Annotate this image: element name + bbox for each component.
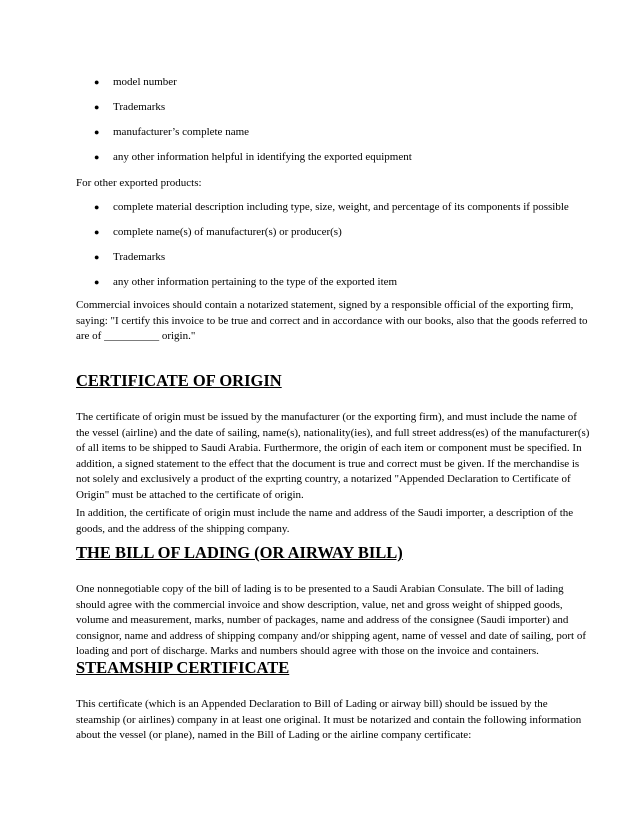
bullet-icon: ● — [94, 102, 100, 112]
certificate-of-origin-addition-paragraph: In addition, the certificate of origin must include the name and address of the Saudi importer, a description of the goods, and the address of the shipping company. — [76, 507, 574, 535]
bullet-icon: ● — [94, 252, 100, 262]
bullet-text: manufacturer’s complete name — [113, 126, 250, 138]
bullet-icon: ● — [94, 127, 100, 137]
bullet-icon: ● — [94, 152, 100, 162]
bullet-text: complete name(s) of manufacturer(s) or producer(s) — [113, 226, 342, 238]
bullet-text: model number — [113, 76, 177, 88]
certificate-of-origin-heading: CERTIFICATE OF ORIGIN — [76, 371, 282, 390]
commercial-invoice-paragraph: Commercial invoices should contain a notarized statement, signed by a responsible official of the exporting firm, saying: "I certify this invoice to be true and correct and in accordance with our books, also that the goods referred to are of __________ origin." — [76, 299, 588, 342]
steamship-certificate-paragraph: This certificate (which is an Appended Declaration to Bill of Lading or airway bill) should be issued by the steamship (or airlines) company in at least one original. It must be notarized and contain the following information about the vessel (or plane), named in the Bill of Lading or the airline company certificate: — [76, 698, 582, 741]
other-products-intro: For other exported products: — [76, 177, 202, 189]
bill-of-lading-paragraph: One nonnegotiable copy of the bill of lading is to be presented to a Saudi Arabian Consulate. The bill of lading should agree with the commercial invoice and show description, value, net and gross weight of shipped goods, volume and measurement, marks, number of packages, name and address of the consignee (Saudi importer) and consignor, name and address of shipping company and/or shipping agent, name of vessel and date of sailing, port of loading and port of discharge. Marks and numbers should agree with those on the invoice and containers. — [76, 583, 587, 657]
steamship-certificate-heading: STEAMSHIP CERTIFICATE — [76, 658, 290, 677]
bullet-icon: ● — [94, 202, 100, 212]
bullet-text: Trademarks — [113, 101, 166, 113]
bullet-icon: ● — [94, 227, 100, 237]
bullet-icon: ● — [94, 277, 100, 287]
bill-of-lading-heading: THE BILL OF LADING (OR AIRWAY BILL) — [76, 543, 403, 562]
bullet-text: complete material description including type, size, weight, and percentage of its components if possible — [113, 201, 569, 213]
certificate-of-origin-paragraph: The certificate of origin must be issued by the manufacturer (or the exporting firm), and must include the name of the vessel (airline) and the date of sailing, name(s), nationality(ies), and full street address(es) of the manufacturer(s) of all items to be shipped to Saudi Arabia. Furthermore, the origin of each item or component must be specified. In addition, a signed statement to the effect that the document is true and correct must be given. If the merchandise is not solely and exclusively a product of the exprting country, a notarized "Appended Declaration to Certificate of Origin" must be attached to the certificate of origin. — [76, 411, 590, 501]
bullet-text: any other information pertaining to the type of the exported item — [113, 276, 398, 288]
bullet-text: Trademarks — [113, 251, 166, 263]
bullet-icon: ● — [94, 77, 100, 87]
bullet-text: any other information helpful in identifying the exported equipment — [113, 151, 412, 163]
